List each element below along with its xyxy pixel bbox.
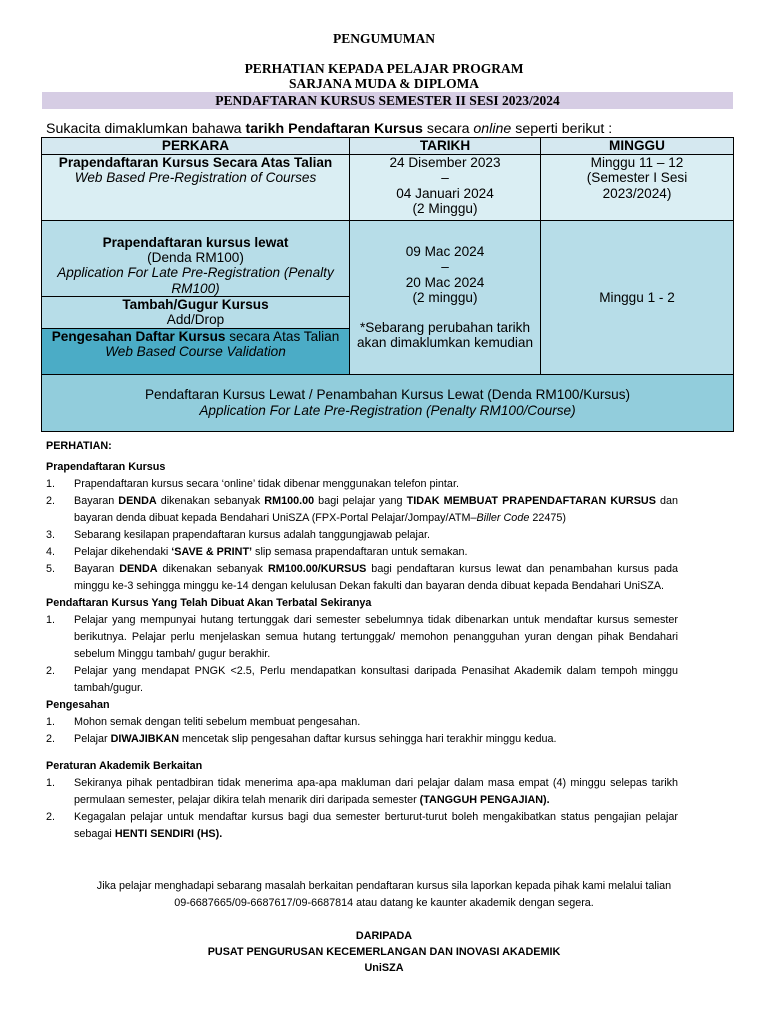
intro-italic: online: [473, 121, 512, 137]
date-end: 04 Januari 2024: [396, 185, 494, 201]
date-start: 09 Mac 2024: [405, 243, 485, 259]
list-item: 2. Pelajar DIWAJIBKAN mencetak slip pengesahan daftar kursus sehingga hari terakhir minggu kedua.: [46, 733, 557, 745]
section-title: Prapendaftaran Kursus: [46, 461, 166, 473]
col-header-minggu: MINGGU: [541, 138, 734, 155]
item-course-validation: [42, 328, 350, 374]
section-title: Peraturan Akademik Berkaitan: [46, 760, 203, 772]
date-cell: [350, 221, 541, 375]
week-cell: [541, 155, 734, 221]
week-cell: Minggu 1 - 2: [541, 221, 734, 375]
week-line: Minggu 11 – 12: [590, 155, 684, 170]
intro-text: secara: [422, 121, 474, 137]
list-item: 1. Mohon semak dengan teliti sebelum membuat pengesahan.: [46, 716, 361, 728]
item-subtitle: Add/Drop: [166, 312, 225, 328]
footer-from: DARIPADA: [355, 930, 413, 942]
item-online-preregistration: [42, 155, 350, 221]
late-registration-row: [42, 374, 734, 431]
footer-university: UniSZA: [364, 962, 404, 974]
date-cell: [350, 155, 541, 221]
intro-text: Sukacita dimaklumkan bahawa: [46, 121, 246, 137]
week-line: (Semester I Sesi: [586, 170, 688, 186]
footer-signature: [0, 928, 768, 976]
item-add-drop: [42, 297, 350, 329]
heading-line-2: SARJANA MUDA & DIPLOMA: [288, 76, 480, 91]
intro-text: seperti berikut :: [511, 121, 613, 137]
closing-line-1: Jika pelajar menghadapi sebarang masalah berkaitan pendaftaran kursus sila laporkan kepada pihak kami melalui talian: [96, 880, 672, 892]
item-subtitle: Web Based Course Validation: [105, 343, 286, 359]
table-header-row: [42, 138, 734, 155]
list-item: 3. Sebarang kesilapan prapendaftaran kursus adalah tanggungjawab pelajar.: [46, 529, 430, 541]
section-title: Pengesahan: [46, 699, 110, 711]
date-change-note: *Sebarang perubahan tarikh akan dimaklumkan kemudian: [356, 320, 534, 351]
footer-department: PUSAT PENGURUSAN KECEMERLANGAN DAN INOVASI AKADEMIK: [207, 946, 561, 958]
table-row: [42, 374, 734, 431]
section-title: Pendaftaran Kursus Yang Telah Dibuat Akan Terbatal Sekiranya: [46, 597, 372, 609]
closing-note: [40, 878, 728, 912]
list-item: 2. Bayaran DENDA dikenakan sebanyak RM100.00 bagi pelajar yang TIDAK MEMBUAT PRAPENDAFTARAN KURSUS dan bayaran denda dibuat kepada Bendahari UniSZA (FPX-Portal Pelajar/Jompay/ATM–Biller Code 22475): [46, 495, 678, 524]
late-registration-text: Pendaftaran Kursus Lewat / Penambahan Kursus Lewat (Denda RM100/Kursus): [144, 387, 631, 403]
date-dash: –: [441, 170, 449, 186]
item-subtitle: Web Based Pre-Registration of Courses: [74, 170, 317, 186]
list-item: 1. Sekiranya pihak pentadbiran tidak menerima apa-apa makluman dari pelajar dalam masa empat (4) minggu selepas tarikh permulaan semester, pelajar dikira telah menarik diri daripada semester (TANGGUH PENGAJIAN).: [46, 777, 678, 806]
date-end: 20 Mac 2024: [405, 274, 485, 290]
item-title: Tambah/Gugur Kursus: [122, 297, 269, 312]
item-subtitle: Application For Late Pre-Registration (Penalty RM100): [57, 265, 334, 296]
col-header-perkara: PERKARA: [42, 138, 350, 155]
list-item: 1. Prapendaftaran kursus secara ‘online’ tidak dibenar menggunakan telefon pintar.: [46, 478, 459, 490]
heading-line-1: PERHATIAN KEPADA PELAJAR PROGRAM: [244, 61, 524, 76]
heading-line-3: PENDAFTARAN KURSUS SEMESTER II SESI 2023/2024: [42, 92, 733, 109]
item-title: Prapendaftaran kursus lewat: [102, 234, 289, 250]
item-title: Pengesahan Daftar Kursus: [51, 328, 226, 344]
intro-sentence: [46, 121, 612, 137]
list-item: 2. Kegagalan pelajar untuk mendaftar kursus bagi dua semester berturut-turut boleh mengakibatkan status pengajian pelajar sebagai HENTI SENDIRI (HS).: [46, 811, 678, 840]
late-registration-english: Application For Late Pre-Registration (Penalty RM100/Course): [199, 402, 576, 418]
list-item: 2. Pelajar yang mendapat PNGK <2.5, Perlu mendapatkan konsultasi daripada Penasihat Akademik dalam tempoh minggu tambah/gugur.: [46, 665, 678, 694]
announcement-title: PENGUMUMAN: [333, 31, 435, 46]
item-title-rest: secara Atas Talian: [225, 328, 340, 344]
list-item: 1. Pelajar yang mempunyai hutang tertunggak dari semester sebelumnya tidak dibenarkan untuk mendaftar kursus semester berikutnya. Pelajar perlu menjelaskan semua hutang tertunggak/ memohon penangguhan yuran dengan pihak Bendahari sebelum Minggu tambah/ gugur berakhir.: [46, 614, 678, 660]
registration-schedule-table: [41, 137, 734, 432]
table-row: [42, 155, 734, 221]
notes-heading: PERHATIAN:: [46, 440, 112, 452]
date-start: 24 Disember 2023: [389, 155, 501, 170]
item-penalty: (Denda RM100): [147, 250, 244, 266]
intro-bold: tarikh Pendaftaran Kursus: [245, 121, 423, 137]
date-duration: (2 minggu): [412, 289, 478, 305]
notes-section: [46, 438, 678, 843]
table-row: [42, 221, 734, 297]
date-duration: (2 Minggu): [412, 200, 478, 216]
list-item: 4. Pelajar dikehendaki ‘SAVE & PRINT’ slip semasa prapendaftaran untuk semakan.: [46, 546, 468, 558]
date-dash: –: [441, 259, 449, 275]
closing-line-2: 09-6687665/09-6687617/09-6687814 atau datang ke kaunter akademik dengan segera.: [174, 897, 594, 909]
item-title: Prapendaftaran Kursus Secara Atas Talian: [58, 155, 333, 170]
list-item: 5. Bayaran DENDA dikenakan sebanyak RM100.00/KURSUS bagi pendaftaran kursus lewat dan penambahan kursus pada minggu ke-3 sehingga minggu ke-14 dengan kelulusan Dekan fakulti dan bayaran denda dibuat kepada Bendahari UniSZA.: [46, 563, 679, 592]
col-header-tarikh: TARIKH: [350, 138, 541, 155]
item-late-preregistration: [42, 221, 350, 297]
week-line: 2023/2024): [602, 185, 672, 201]
